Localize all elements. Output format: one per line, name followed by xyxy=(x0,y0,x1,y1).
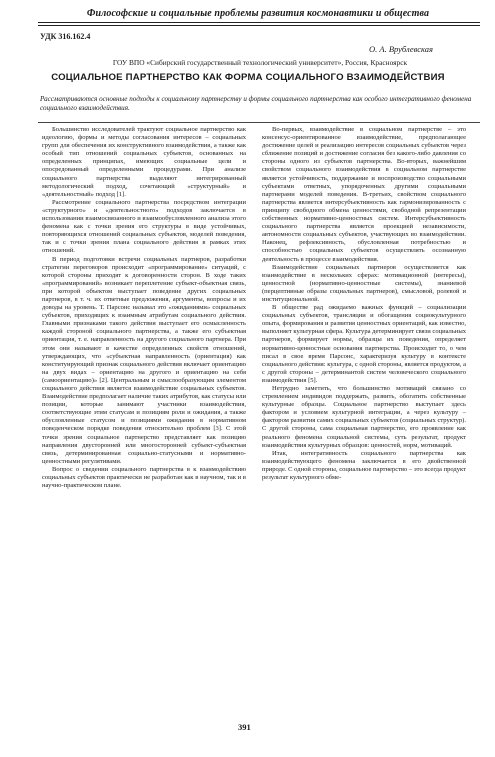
author-affiliation: ГОУ ВПО «Сибирский государственный технологический университет», Россия, Красноярск xyxy=(112,58,408,67)
article-title: СОЦИАЛЬНОЕ ПАРТНЕРСТВО КАК ФОРМА СОЦИАЛЬНОГО ВЗАИМОДЕЙСТВИЯ xyxy=(51,72,445,83)
paragraph: Во-первых, взаимодействие в социальном партнерстве – это консенсус-ориентированное взаимодействие, предполагающее достижение целей и реализацию интересов социальных субъектов через сближение позиций и достижение согласия без какого-либо давления со стороны одного из субъектов партнерства. Во-вторых, важнейшим свойством социального взаимодействия в социальном партнерстве является устойчивость, поддержание и воспроизводство социальными субъектами ответных, упорядоченных другими социальными партнерами моделей поведения. В-третьих, свойством социального партнерства является интерсубъективность как гармонизированность с принципу свободного обмена ценностями, свободной репрезентации собственных нормативно-ценностных систем. Интерсубъективность социального партнерства является проекцией независимости, автономности социальных субъектов, участвующих во взаимодействии. Наконец, рефлексивность, обусловленная потребностью и способностью социальных субъектов осуществлять осознанную деятельность в процессе взаимодействия. xyxy=(262,126,466,263)
paragraph: Рассмотрение социального партнерства посредством интеграции «структурного» и «деятельностного» подходов заключается в использовании взаимосвязанного и взаимообусловленного анализа этого феномена как с точки зрения его структуры в виде устойчивых, повторяющихся отношений социальных субъектов, моделей поведения, так и с точки зрения плана социального действия в рамках этих отношений. xyxy=(42,198,246,255)
udk-code: УДК 316.162.4 xyxy=(40,32,91,41)
right-column xyxy=(262,126,466,708)
paragraph: В период подготовки встречи социальных партнеров, разработки стратегии переговоров происходит «программирование» ситуаций, с которой стороны приходят к договоренности сторон. В ходе таких «программирований» возникает переплетение субъект-объектная связь, при которой объектом выступает поведение других социальных партнеров, в т. ч. их ответные предложения, аргументы, вопросы и их доводы на уровень. Т. Парсонс называл это «ожиданиями» социальных субъектов, приходящих к взаимным атрибутам социального действия. Главными признаками такого действия выступает его осмысленность каждой стороной социального партнерства, а также его субъектная ориентация, т. е. направленность на другого социального партнера. При этом они называют в качестве определенных свойств отношений, утверждающих, что «субъектная направленность (ориентация) как конституирующий признак социального действия включает ориентацию на двух видах – ориентацию на другого и ориентацию на себя (самоориентацию)» [2]. Центральным и смыслообразующим элементом социального действия является взаимодействие социальных субъектов. Взаимодействие предполагает наличие таких атрибутов, как статусы или позиции, которые занимают участники взаимодействия, соответствующие этим статусам и позициям роли и ожидания, а также обусловленные статусом и позициями ожидания в нормативном поведенческом порядке поведения относительно проблем [3]. С этой точки зрения социальное партнерство представляет как позицию направления двусторонней или многосторонней субъект-субъектная связь, детерминированная социально-статусными и нормативно-ценностными регулятивами. xyxy=(42,255,246,465)
left-column xyxy=(42,126,246,708)
abstract-divider xyxy=(38,122,480,123)
header-rule-secondary xyxy=(38,25,480,26)
header-rule xyxy=(38,22,480,23)
author-name: О. А. Врублевская xyxy=(368,44,433,54)
paragraph: Большинство исследователей трактуют социальное партнерство как идеологию, формы и методы согласования интересов – социальных групп для обеспечения их конструктивного взаимодействия, а также как особый тип отношений социальных субъектов, основанных на определенных принципах, имеющих социальные цели и опосредованный определенными процедурами. При анализе социального партнерства выделяют интегрированный методологический подход, сочетающий «структурный» и «деятельностный» подход [1]. xyxy=(42,126,246,198)
paragraph: Итак, интегративность социального партнерства как взаимодействующего феномена заключается в его двойственной природе. С одной стороны, социальное партнерство – это всегда продукт результат культурного обме- xyxy=(262,449,466,482)
paragraph: Нетрудно заметить, что большинство мотиваций связано со стремлением индивидов поддержать, развить, обогатить собственные культурные образцы. Социальное партнерство выступает здесь фактором и условием культурной интеграции, а через культуру – фактором развития самих социальных субъектов (социальных структур). С другой стороны, сама социальная партнерство, его проявление как реального феномена социальной системы, суть результат, продукт взаимодействия культурных образцов: ценностей, норм, мотиваций. xyxy=(262,385,466,449)
running-header: Философские и социальные проблемы развития космонавтики и общества xyxy=(86,8,430,19)
paragraph: Взаимодействие социальных партнеров осуществляется как взаимодействие в нескольких сферах: мотивационной (интересы), ценностной (нормативно-ценностные системы), знаниевой (перцептивные образы социальных партнеров), смысловой, ролевой и институциональной. xyxy=(262,263,466,303)
paragraph: Вопрос о сведении социального партнерства в к взаимодействию социальных субъектов практически не разработан как в научном, так и в научно-практическом плане. xyxy=(42,465,246,490)
page-number: 391 xyxy=(238,722,251,732)
article-abstract: Рассматриваются основные подходы к социальному партнерству и формы социального партнерства как особого интегративного феномена социального взаимодействия. xyxy=(40,95,472,112)
paragraph: В обществе рад ожидаемо важных функций – социализации социальных субъектов, трансляции и обогащения социокультурного опыта, формирования и развития ценностных ориентаций, как известно, выполняет культурная сфера. Культура детерминирует связи социальных партнеров, формирует нормы, образцы их поведения, определяет нормативно-ценностные основания партнерства. Происходит то, о чем писал в свое время Парсонс, характеризуя культуру в контексте социального действия: культура, с одной стороны, является продуктом, а с другой стороны – детерминантой систем человеческого социального взаимодействия [5]. xyxy=(262,304,466,384)
